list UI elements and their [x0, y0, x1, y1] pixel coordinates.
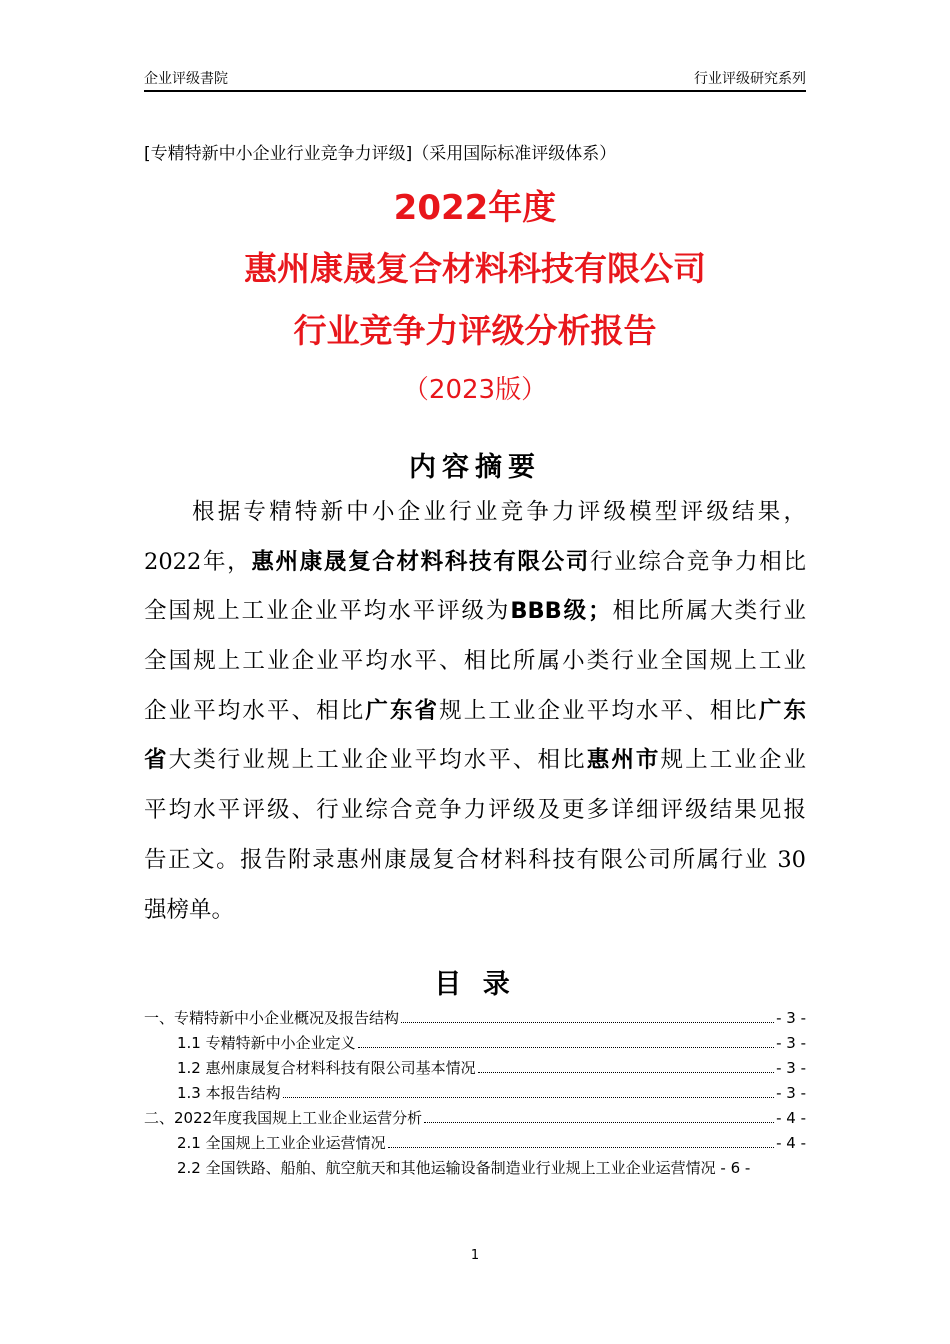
- summary-line: [144, 840, 806, 890]
- summary-line: [144, 691, 806, 741]
- toc-entry[interactable]: [144, 1031, 806, 1056]
- toc-entry-label: 2.1 全国规上工业企业运营情况: [177, 1134, 386, 1152]
- summary-line: [144, 492, 806, 542]
- summary-text: 告正文。报告附录惠州康晟复合材料科技有限公司所属行业 30: [144, 846, 806, 873]
- table-of-contents: [144, 1006, 806, 1206]
- summary-text: 相比所属大类行业: [610, 598, 806, 625]
- emphasis-text: 惠州市: [586, 747, 661, 774]
- toc-leader-dots: [424, 1106, 774, 1123]
- summary-text: 大类行业规上工业企业平均水平、相比: [168, 747, 587, 774]
- summary-text: 2022年，: [144, 548, 252, 575]
- summary-text: 企业平均水平、相比: [144, 697, 366, 724]
- header-right: 行业评级研究系列: [694, 71, 806, 87]
- toc-entry-page: - 4 -: [776, 1109, 806, 1127]
- summary-text: 全国规上工业企业平均水平评级为: [144, 598, 511, 625]
- summary-text: 平均水平评级、行业综合竞争力评级及更多详细评级结果见报: [144, 797, 806, 824]
- summary-text: 根据专精特新中小企业行业竞争力评级模型评级结果，: [192, 499, 806, 525]
- toc-entry-page: - 3 -: [776, 1059, 806, 1077]
- emphasis-text: 省: [144, 747, 169, 774]
- toc-leader-dots: [283, 1081, 774, 1098]
- title-year: 2022年度: [393, 188, 557, 228]
- summary-heading: 内容摘要: [409, 452, 541, 483]
- toc-entry-page: - 4 -: [776, 1134, 806, 1152]
- toc-leader-dots: [358, 1031, 774, 1048]
- toc-entry-page: - 3 -: [776, 1034, 806, 1052]
- header-left: 企业评级書院: [144, 71, 228, 87]
- page-number: 1: [470, 1248, 480, 1263]
- title-edition: （2023版）: [402, 375, 548, 405]
- title-report: 行业竞争力评级分析报告: [293, 311, 657, 350]
- emphasis-text: 广东: [758, 697, 806, 724]
- emphasis-text: 广东省: [365, 697, 440, 724]
- summary-text: 规上工业企业: [660, 747, 806, 774]
- summary-text: 规上工业企业平均水平、相比: [439, 697, 759, 724]
- summary-line: [144, 542, 806, 592]
- summary-paragraph: [144, 492, 806, 939]
- toc-entry[interactable]: [144, 1106, 806, 1131]
- toc-entry[interactable]: [144, 1156, 806, 1206]
- page-header: [144, 68, 806, 92]
- toc-leader-dots: [401, 1006, 774, 1023]
- summary-line: [144, 641, 806, 691]
- toc-entry-page: - 3 -: [776, 1084, 806, 1102]
- summary-line: [144, 890, 806, 940]
- toc-entry-label: 1.2 惠州康晟复合材料科技有限公司基本情况: [177, 1059, 476, 1077]
- title-company: 惠州康晟复合材料科技有限公司: [244, 249, 706, 288]
- toc-entry-label: 2.2 全国铁路、船舶、航空航天和其他运输设备制造业行业规上工业企业运营情况 - 6 -: [177, 1159, 751, 1177]
- report-category: [专精特新中小企业行业竞争力评级]（采用国际标准评级体系）: [144, 144, 617, 164]
- summary-line: [144, 740, 806, 790]
- toc-entry-page: - 3 -: [776, 1009, 806, 1027]
- summary-line: [144, 790, 806, 840]
- summary-text: 全国规上工业企业平均水平、相比所属小类行业全国规上工业: [144, 648, 806, 675]
- emphasis-text: BBB级；: [510, 598, 611, 625]
- toc-entry[interactable]: [144, 1131, 806, 1156]
- summary-text: 行业综合竞争力相比: [589, 548, 806, 575]
- toc-leader-dots: [478, 1056, 774, 1073]
- toc-entry[interactable]: [144, 1056, 806, 1081]
- toc-entry[interactable]: [144, 1081, 806, 1106]
- toc-entry[interactable]: [144, 1006, 806, 1031]
- toc-entry-label: 1.1 专精特新中小企业定义: [177, 1034, 356, 1052]
- emphasis-text: 惠州康晟复合材料科技有限公司: [251, 548, 590, 575]
- toc-entry-label: 一、专精特新中小企业概况及报告结构: [144, 1009, 400, 1027]
- summary-line: [144, 591, 806, 641]
- toc-entry-label: 二、2022年度我国规上工业企业运营分析: [144, 1109, 423, 1127]
- toc-leader-dots: [388, 1131, 774, 1148]
- toc-entry-label: 1.3 本报告结构: [177, 1084, 281, 1102]
- toc-heading: 目 录: [434, 969, 516, 1000]
- summary-text: 强榜单。: [144, 896, 235, 923]
